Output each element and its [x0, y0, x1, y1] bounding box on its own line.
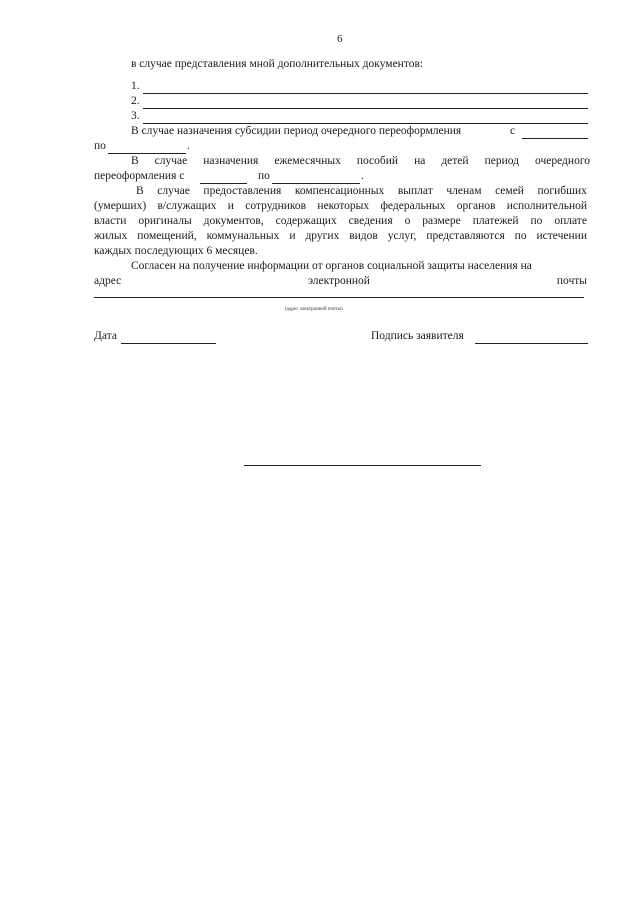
compensation-word: членам [446, 185, 482, 197]
email-address-line [94, 297, 584, 298]
compensation-word: и [289, 230, 296, 242]
consent-word: адрес [94, 275, 122, 287]
compensation-word: видов [349, 230, 378, 242]
allowance-word: назначения [203, 155, 259, 167]
compensation-word: федеральных [380, 200, 446, 212]
consent-word: электронной [308, 275, 370, 287]
compensation-word: выплат [397, 185, 433, 197]
signature-label: Подпись заявителя [371, 330, 464, 342]
compensation-word: сотрудников [245, 200, 307, 212]
compensation-word: органов [456, 200, 496, 212]
subsidy-from-line [522, 138, 588, 139]
allowance-word: ежемесячных [274, 155, 341, 167]
allowance-to-label: по [258, 170, 270, 182]
allowance-word: детей [441, 155, 469, 167]
page-number: 6 [337, 33, 343, 45]
subsidy-text: В случае назначения субсидии период очередного переоформления [131, 125, 462, 137]
doc-item-1-number: 1. [131, 80, 140, 92]
doc-item-2-number: 2. [131, 95, 140, 107]
allowance-from-line [200, 183, 247, 184]
compensation-word: истечении [536, 230, 587, 242]
compensation-word: случае [157, 185, 190, 197]
signature-line [475, 343, 588, 344]
doc-item-3-number: 3. [131, 110, 140, 122]
compensation-word: и [227, 200, 234, 212]
subsidy-end-mark: . [187, 140, 190, 152]
compensation-word: платежей [472, 215, 519, 227]
compensation-word: власти [94, 215, 127, 227]
compensation-word: помещений, [137, 230, 197, 242]
allowance-line-1 [131, 155, 590, 167]
compensation-word: оплате [554, 215, 587, 227]
compensation-word: предоставления [203, 185, 282, 197]
subsidy-to-label: по [94, 140, 106, 152]
compensation-word: по [530, 215, 543, 227]
compensation-word: документов, [203, 215, 264, 227]
compensation-line-5: каждых последующих 6 месяцев. [94, 245, 258, 257]
compensation-word: сведения [348, 215, 393, 227]
allowance-to-line [272, 183, 360, 184]
compensation-word: представляются [426, 230, 505, 242]
compensation-word: семей [495, 185, 524, 197]
allowance-end-mark: . [361, 170, 364, 182]
compensation-word: (умерших) [94, 200, 147, 212]
allowance-word: случае [154, 155, 188, 167]
allowance-word: период [484, 155, 520, 167]
subsidy-from-label: с [510, 125, 516, 137]
compensation-word: В [136, 185, 144, 197]
compensation-word: в/служащих [157, 200, 217, 212]
compensation-line-2 [94, 200, 587, 212]
compensation-word: других [305, 230, 340, 242]
doc-item-2-line [143, 108, 588, 109]
compensation-word: некоторых [317, 200, 370, 212]
compensation-word: о [404, 215, 411, 227]
compensation-word: оригиналы [138, 215, 192, 227]
compensation-line-4 [94, 230, 587, 242]
consent-line-1: Согласен на получение информации от органов социальной защиты населения на [131, 260, 532, 272]
consent-line-2 [94, 275, 587, 287]
allowance-word: пособий [356, 155, 399, 167]
allowance-line-2: переоформления с [94, 170, 185, 182]
doc-item-3-line [143, 123, 588, 124]
compensation-word: жилых [94, 230, 128, 242]
compensation-word: исполнительной [506, 200, 587, 212]
compensation-word: по [514, 230, 527, 242]
compensation-word: коммунальных [206, 230, 280, 242]
allowance-word: на [414, 155, 426, 167]
consent-word: почты [556, 275, 587, 287]
compensation-line-1 [136, 185, 587, 197]
allowance-word: очередного [535, 155, 590, 167]
additional-docs-intro: в случае представления мной дополнительных документов: [131, 58, 424, 70]
compensation-line-3 [94, 215, 587, 227]
email-address-caption: (адрес электронной почты) [285, 307, 343, 312]
allowance-word: В [131, 155, 139, 167]
date-label: Дата [94, 330, 117, 342]
compensation-word: услуг, [387, 230, 417, 242]
compensation-word: погибших [537, 185, 587, 197]
separator-line [244, 465, 481, 466]
compensation-word: компенсационных [294, 185, 385, 197]
compensation-word: содержащих [275, 215, 337, 227]
date-line [121, 343, 216, 344]
compensation-word: размере [422, 215, 461, 227]
doc-item-1-line [143, 93, 588, 94]
subsidy-to-line [108, 153, 186, 154]
